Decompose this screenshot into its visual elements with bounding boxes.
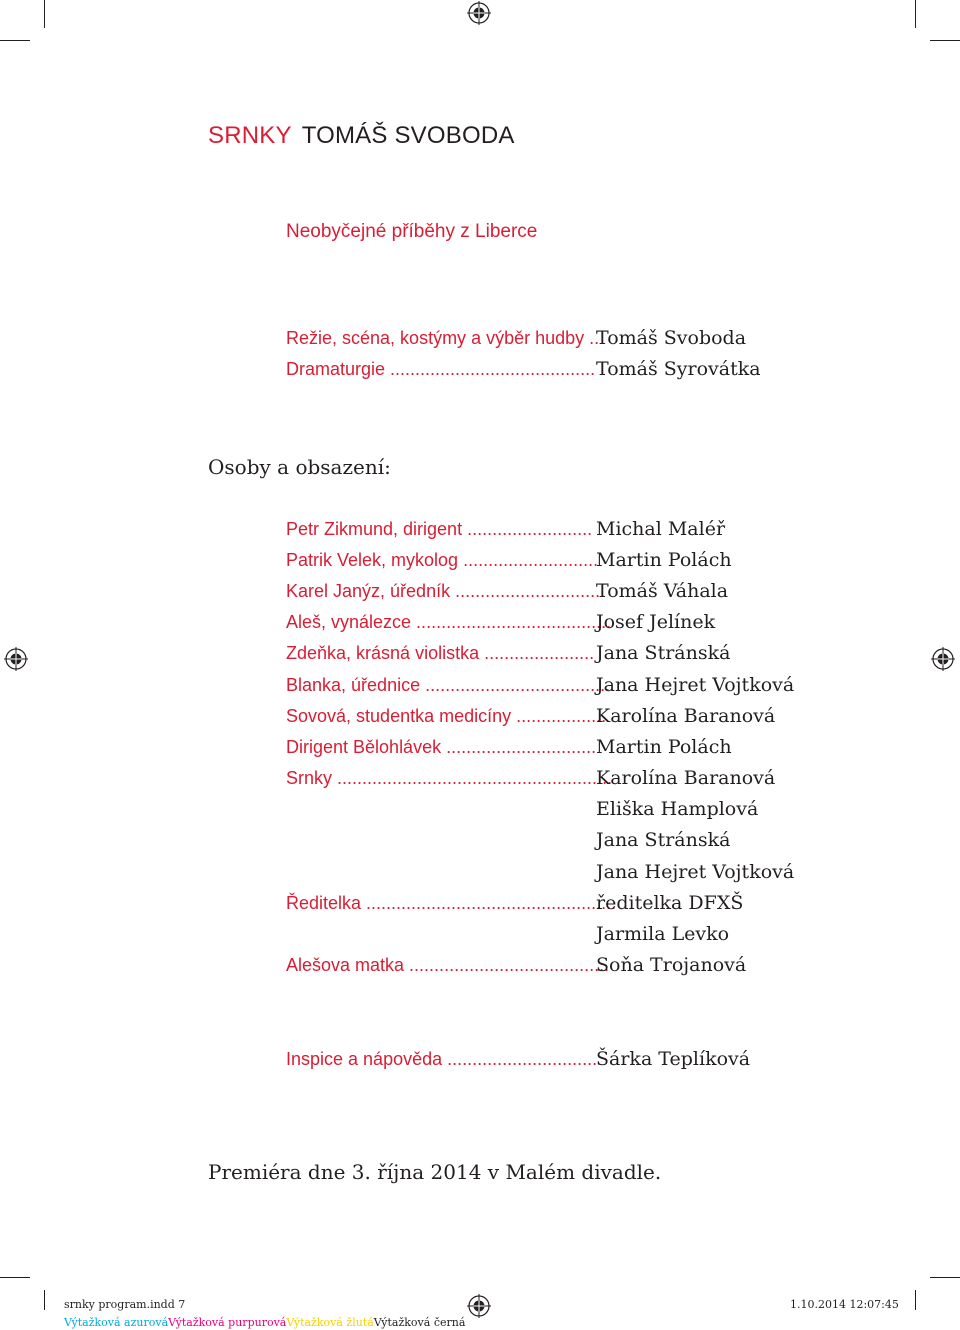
crew-row <box>286 328 886 359</box>
play-title: SRNKY <box>208 122 292 149</box>
plate-label: Výtažková azurová <box>64 1316 169 1329</box>
crop-mark <box>915 1290 916 1310</box>
crop-mark <box>44 0 45 28</box>
crop-mark <box>915 0 916 28</box>
crew-name: Tomáš Svoboda <box>596 327 747 349</box>
cast-role: Sovová, studentka medicíny .................. <box>286 706 607 726</box>
slug-filename: srnky program.indd 7 <box>64 1298 186 1311</box>
cast-actor: ředitelka DFXŠ <box>596 892 744 914</box>
cast-row <box>286 893 886 924</box>
cast-row <box>286 643 886 674</box>
registration-mark-icon <box>467 1 491 25</box>
cast-role: Dirigent Bělohlávek .............................. <box>286 737 597 757</box>
crew-name: Tomáš Syrovátka <box>596 358 761 380</box>
cast-actor: Jana Hejret Vojtková <box>596 861 795 883</box>
cast-actor: Jana Stránská <box>596 829 731 851</box>
cast-role: Aleš, vynálezce ....................................... <box>286 612 612 632</box>
author-name: TOMÁŠ SVOBODA <box>301 122 515 149</box>
cast-row <box>286 955 886 986</box>
cast-role: Patrik Velek, mykolog ........................... <box>286 550 599 570</box>
crop-mark <box>0 40 30 41</box>
crop-mark <box>0 1277 30 1278</box>
cast-role: Petr Zikmund, dirigent ......................... <box>286 519 593 539</box>
inspiration-name: Šárka Teplíková <box>596 1048 751 1070</box>
crew-role: Dramaturgie ......................................... <box>286 359 596 379</box>
crew-role: Režie, scéna, kostýmy a výběr hudby .. <box>286 328 600 348</box>
plate-label: Výtažková černá <box>373 1316 466 1329</box>
cast-row <box>286 675 886 706</box>
cast-actor: Josef Jelínek <box>596 611 716 633</box>
cast-row <box>286 737 886 768</box>
premiere-note: Premiéra dne 3. října 2014 v Malém divadle. <box>208 1160 662 1184</box>
cast-actor: Jana Stránská <box>596 642 731 664</box>
plate-label: Výtažková purpurová <box>168 1316 287 1329</box>
cast-row <box>286 550 886 581</box>
cast-row <box>286 768 886 799</box>
registration-mark-icon <box>4 647 28 671</box>
crop-mark <box>930 40 960 41</box>
cast-actor: Eliška Hamplová <box>596 798 759 820</box>
cast-row <box>286 581 886 612</box>
cast-role: Alešova matka ........................................ <box>286 955 610 975</box>
plate-label: Výtažková žlutá <box>286 1316 374 1329</box>
cast-row <box>286 519 886 550</box>
cast-role: Srnky ....................................................... <box>286 768 613 788</box>
registration-mark-icon <box>931 647 955 671</box>
color-plates <box>64 1311 465 1330</box>
cast-actor: Jarmila Levko <box>596 923 730 945</box>
cast-row <box>286 862 886 893</box>
cast-role: Zdeňka, krásná violistka ...................... <box>286 643 595 663</box>
crop-mark <box>930 1277 960 1278</box>
cast-row <box>286 830 886 861</box>
crew-row <box>286 359 886 390</box>
registration-mark-icon <box>467 1294 491 1318</box>
subtitle: Neobyčejné příběhy z Liberce <box>286 221 538 242</box>
cast-actor: Karolína Baranová <box>596 705 776 727</box>
cast-role: Blanka, úřednice ..................................... <box>286 675 611 695</box>
cast-row <box>286 924 886 955</box>
page-title <box>208 122 515 150</box>
cast-heading: Osoby a obsazení: <box>208 455 391 479</box>
cast-actor: Martin Polách <box>596 549 732 571</box>
cast-actor: Tomáš Váhala <box>596 580 729 602</box>
cast-role: Karel Janýz, úředník .............................. <box>286 581 606 601</box>
slug-datetime: 1.10.2014 12:07:45 <box>790 1298 899 1311</box>
inspiration-row <box>286 1049 886 1080</box>
cast-actor: Soňa Trojanová <box>596 954 747 976</box>
cast-actor: Martin Polách <box>596 736 732 758</box>
cast-actor: Karolína Baranová <box>596 767 776 789</box>
cast-row <box>286 706 886 737</box>
cast-role: Ředitelka .................................................. <box>286 893 617 913</box>
crop-mark <box>44 1290 45 1310</box>
cast-row <box>286 799 886 830</box>
cast-actor: Michal Maléř <box>596 518 726 540</box>
inspiration-role: Inspice a nápověda .............................. <box>286 1049 598 1069</box>
cast-row <box>286 612 886 643</box>
cast-actor: Jana Hejret Vojtková <box>596 674 795 696</box>
